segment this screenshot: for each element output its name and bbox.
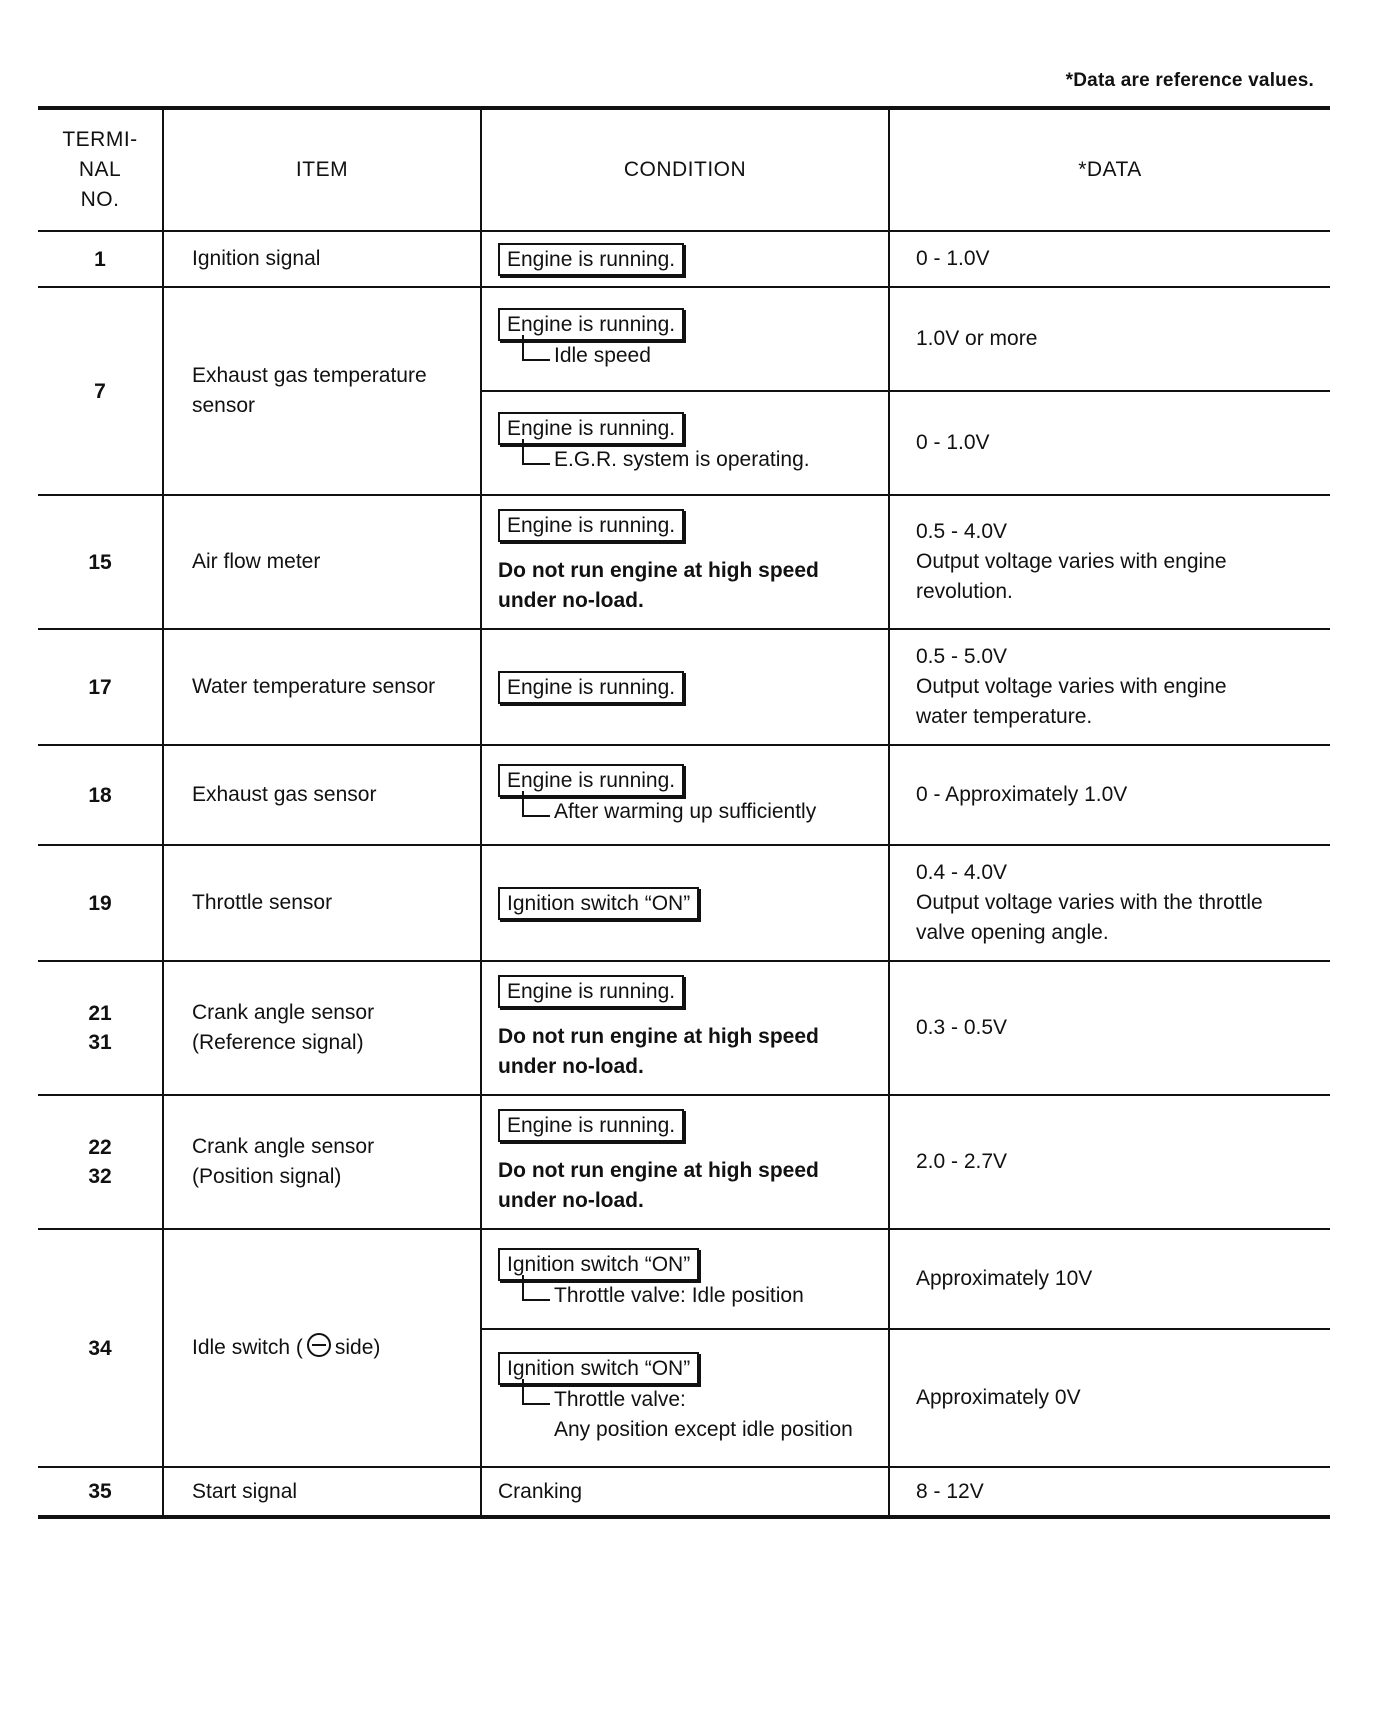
data-value: 0.4 - 4.0V Output voltage varies with the throttle valve opening angle. <box>889 845 1330 961</box>
table-row <box>38 745 1330 845</box>
condition-cell: Cranking <box>481 1467 889 1517</box>
data-value: 0 - 1.0V <box>889 391 1330 495</box>
condition-box: Engine is running. <box>498 975 684 1008</box>
condition-box: Engine is running. <box>498 308 684 341</box>
condition-box: Ignition switch “ON” <box>498 1248 699 1281</box>
data-value: 0.3 - 0.5V <box>889 961 1330 1095</box>
terminal-no: 34 <box>38 1229 163 1467</box>
table-row <box>38 845 1330 961</box>
reference-note: *Data are reference values. <box>1065 70 1314 91</box>
minus-circle-icon <box>307 1333 331 1357</box>
item-name: Ignition signal <box>163 231 481 287</box>
item-suffix: side) <box>334 1336 381 1359</box>
condition-box: Engine is running. <box>498 764 684 797</box>
condition-box: Engine is running. <box>498 412 684 445</box>
table-row <box>38 629 1330 745</box>
terminal-no: 22 32 <box>38 1095 163 1229</box>
terminal-no: 18 <box>38 745 163 845</box>
header-data: *DATA <box>889 108 1330 231</box>
item-name: Exhaust gas sensor <box>163 745 481 845</box>
condition-sub: After warming up sufficiently <box>522 797 876 827</box>
table-row <box>38 231 1330 287</box>
terminal-no: 35 <box>38 1467 163 1517</box>
condition-cell <box>481 745 889 845</box>
terminal-no: 1 <box>38 231 163 287</box>
data-value: 0 - 1.0V <box>889 231 1330 287</box>
ecu-terminal-table <box>38 106 1330 1519</box>
terminal-no: 15 <box>38 495 163 629</box>
terminal-no: 21 31 <box>38 961 163 1095</box>
condition-warning: Do not run engine at high speed under no-load. <box>498 1158 819 1212</box>
header-item: ITEM <box>163 108 481 231</box>
terminal-no: 7 <box>38 287 163 495</box>
item-prefix: Idle switch ( <box>192 1336 303 1359</box>
table-row <box>38 1467 1330 1517</box>
condition-warning: Do not run engine at high speed under no-load. <box>498 558 819 612</box>
table-row <box>38 1229 1330 1329</box>
condition-box: Engine is running. <box>498 1109 684 1142</box>
data-value: 0.5 - 5.0V Output voltage varies with engine water temperature. <box>889 629 1330 745</box>
condition-box: Engine is running. <box>498 509 684 542</box>
data-value: Approximately 10V <box>889 1229 1330 1329</box>
header-terminal: TERMI- NAL NO. <box>38 108 163 231</box>
condition-sub: Idle speed <box>522 341 876 371</box>
condition-sub: Throttle valve: Idle position <box>522 1281 876 1311</box>
condition-cell <box>481 1095 889 1229</box>
terminal-no: 19 <box>38 845 163 961</box>
condition-warning: Do not run engine at high speed under no-load. <box>498 1024 819 1078</box>
condition-cell <box>481 1229 889 1329</box>
data-value: 0 - Approximately 1.0V <box>889 745 1330 845</box>
item-name: Water temperature sensor <box>163 629 481 745</box>
condition-cell <box>481 629 889 745</box>
condition-cell <box>481 287 889 391</box>
table-row <box>38 1095 1330 1229</box>
condition-cell <box>481 231 889 287</box>
condition-cell <box>481 1329 889 1467</box>
data-value: 0.5 - 4.0V Output voltage varies with engine revolution. <box>889 495 1330 629</box>
terminal-no: 17 <box>38 629 163 745</box>
table-row <box>38 287 1330 391</box>
item-name: Air flow meter <box>163 495 481 629</box>
table-row <box>38 495 1330 629</box>
item-name: Crank angle sensor (Reference signal) <box>163 961 481 1095</box>
condition-box: Ignition switch “ON” <box>498 887 699 920</box>
condition-cell <box>481 495 889 629</box>
data-value: 2.0 - 2.7V <box>889 1095 1330 1229</box>
condition-sub: Throttle valve: Any position except idle position <box>522 1385 876 1445</box>
item-name: Throttle sensor <box>163 845 481 961</box>
item-name: Start signal <box>163 1467 481 1517</box>
condition-sub: E.G.R. system is operating. <box>522 445 876 475</box>
data-value: Approximately 0V <box>889 1329 1330 1467</box>
item-name: Exhaust gas temperature sensor <box>163 287 481 495</box>
item-name <box>163 1229 481 1467</box>
condition-box: Ignition switch “ON” <box>498 1352 699 1385</box>
condition-box: Engine is running. <box>498 671 684 704</box>
header-row <box>38 108 1330 231</box>
item-name: Crank angle sensor (Position signal) <box>163 1095 481 1229</box>
condition-cell <box>481 391 889 495</box>
condition-box: Engine is running. <box>498 243 684 276</box>
data-value: 1.0V or more <box>889 287 1330 391</box>
header-condition: CONDITION <box>481 108 889 231</box>
condition-cell <box>481 845 889 961</box>
condition-cell <box>481 961 889 1095</box>
table-row <box>38 961 1330 1095</box>
data-value: 8 - 12V <box>889 1467 1330 1517</box>
